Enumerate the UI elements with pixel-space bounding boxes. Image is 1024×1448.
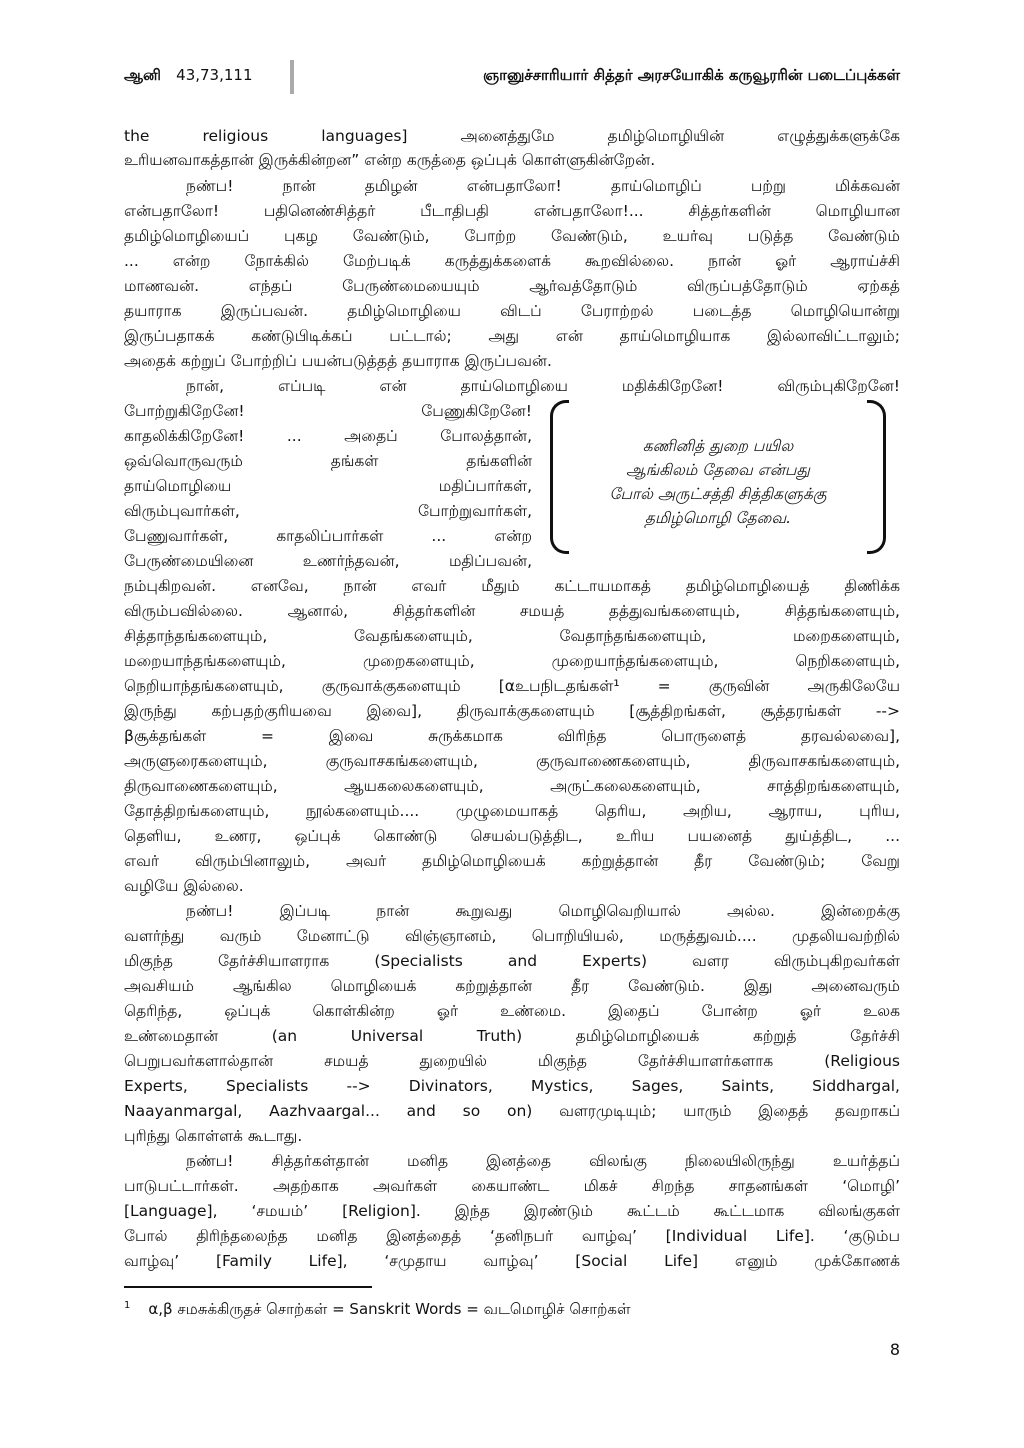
body-line: the religious languages] அனைத்துமே தமிழ்மொழியின் எழுத்துக்களுக்கே: [124, 127, 900, 145]
body-line: அருளுரைகளையும், குருவாசகங்களையும், குருவாணைகளையும், திருவாசகங்களையும்,: [124, 752, 900, 770]
narrow-line: தாய்மொழியை மதிப்பார்கள்,: [124, 477, 532, 495]
footnote-text: α,β சமசுக்கிருதச் சொற்கள் = Sanskrit Words = வடமொழிச் சொற்கள்: [148, 1300, 631, 1318]
callout-line: தமிழ்மொழி தேவை.: [644, 509, 792, 527]
body-line: [Language], ‘சமயம்’ [Religion]. இந்த இரண்டும் கூட்டம் கூட்டமாக விலங்குகள்: [124, 1202, 900, 1220]
header-divider: [290, 60, 294, 94]
narrow-line: பேணுவார்கள், காதலிப்பார்கள் ... என்ற: [124, 527, 532, 545]
body-line: அதைக் கற்றுப் போற்றிப் பயன்படுத்தத் தயாராக இருப்பவன்.: [124, 352, 552, 370]
header-number: 43,73,111: [176, 66, 253, 84]
body-line: தமிழ்மொழியைப் புகழ வேண்டும், போற்ற வேண்டும், உயர்வு படுத்த வேண்டும்: [124, 227, 900, 245]
callout-text: [572, 434, 864, 530]
header-month: ஆனி: [124, 66, 161, 84]
body-line: இருப்பதாகக் கண்டுபிடிக்கப் பட்டால்; அது என் தாய்மொழியாக இல்லாவிட்டாலும்;: [124, 327, 900, 345]
callout-line: ஆங்கிலம் தேவை என்பது: [626, 461, 810, 479]
narrow-line: பேருண்மையினை உணர்ந்தவன், மதிப்பவன்,: [124, 552, 532, 570]
body-line: போல் திரிந்தலைந்த மனித இனத்தைத் ‘தனிநபர் வாழ்வு’ [Individual Life]. ‘குடும்ப: [124, 1227, 900, 1245]
body-line: வழியே இல்லை.: [124, 877, 244, 895]
body-line: நம்புகிறவன். எனவே, நான் எவர் மீதும் கட்டாயமாகத் தமிழ்மொழியைத் திணிக்க: [124, 577, 900, 595]
body-line: Experts, Specialists --> Divinators, Mystics, Sages, Saints, Siddhargal,: [124, 1077, 900, 1095]
narrow-line: விரும்புவார்கள், போற்றுவார்கள்,: [124, 502, 532, 520]
body-line: பெறுபவர்களால்தான் சமயத் துறையில் மிகுந்த தேர்ச்சியாளர்களாக (Religious: [124, 1052, 900, 1070]
page-number: 8: [889, 1340, 900, 1359]
header-left: [124, 66, 253, 86]
body-line: உண்மைதான் (an Universal Truth) தமிழ்மொழியைக் கற்றுத் தேர்ச்சி: [124, 1027, 900, 1045]
body-line: சித்தாந்தங்களையும், வேதங்களையும், வேதாந்தங்களையும், மறைகளையும்,: [124, 627, 900, 645]
left-bracket: [550, 400, 569, 554]
right-bracket: [867, 400, 886, 554]
body-line: எவர் விரும்பினாலும், அவர் தமிழ்மொழியைக் கற்றுத்தான் தீர வேண்டும்; வேறு: [124, 852, 900, 870]
body-line: திருவாணைகளையும், ஆயகலைகளையும், அருட்கலைகளையும், சாத்திறங்களையும்,: [124, 777, 900, 795]
body-line: பாடுபட்டார்கள். அதற்காக அவர்கள் கையாண்ட மிகச் சிறந்த சாதனங்கள் ‘மொழி’: [124, 1177, 900, 1195]
body-line: தோத்திறங்களையும், நூல்களையும்.... முழுமையாகத் தெரிய, அறிய, ஆராய, புரிய,: [124, 802, 900, 820]
body-line: நண்ப! சித்தர்கள்தான் மனித இனத்தை விலங்கு நிலையிலிருந்து உயர்த்தப்: [186, 1152, 900, 1170]
body-line: தயாராக இருப்பவன். தமிழ்மொழியை விடப் பேராற்றல் படைத்த மொழியொன்று: [124, 302, 900, 320]
body-line: தெரிந்த, ஒப்புக் கொள்கின்ற ஓர் உண்மை. இதைப் போன்ற ஓர் உலக: [124, 1002, 900, 1020]
body-line: மிகுந்த தேர்ச்சியாளராக (Specialists and Experts) வளர விரும்புகிறவர்கள்: [124, 952, 900, 970]
footnote-rule: [124, 1286, 372, 1288]
body-line: விரும்பவில்லை. ஆனால், சித்தர்களின் சமயத் தத்துவங்களையும், சித்தங்களையும்,: [124, 602, 900, 620]
body-line: மாணவன். எந்தப் பேருண்மையையும் ஆர்வத்தோடும் விருப்பத்தோடும் ஏற்கத்: [124, 277, 900, 295]
narrow-line: போற்றுகிறேனே! பேணுகிறேனே!: [124, 402, 532, 420]
body-line: நெறியாந்தங்களையும், குருவாக்குகளையும் [αஉபநிடதங்கள்¹ = குருவின் அருகிலேயே: [124, 677, 900, 695]
body-line: வாழ்வு’ [Family Life], ‘சமுதாய வாழ்வு’ [Social Life] எனும் முக்கோணக்: [124, 1252, 900, 1270]
body-line: வளர்ந்து வரும் மேனாட்டு விஞ்ஞானம், பொறியியல், மருத்துவம்.... முதலியவற்றில்: [124, 927, 900, 945]
narrow-line: காதலிக்கிறேனே! ... அதைப் போலத்தான்,: [124, 427, 532, 445]
body-line: நண்ப! இப்படி நான் கூறுவது மொழிவெறியால் அல்ல. இன்றைக்கு: [186, 902, 900, 920]
callout-line: கணினித் துறை பயில: [642, 437, 794, 455]
body-line: மறையாந்தங்களையும், முறைகளையும், முறையாந்தங்களையும், நெறிகளையும்,: [124, 652, 900, 670]
narrow-line: ஒவ்வொருவரும் தங்கள் தங்களின்: [124, 452, 532, 470]
callout-box: [550, 400, 886, 550]
body-line: அவசியம் ஆங்கில மொழியைக் கற்றுத்தான் தீர வேண்டும். இது அனைவரும்: [124, 977, 900, 995]
body-line: Naayanmargal, Aazhvaargal... and so on) வளரமுடியும்; யாரும் இதைத் தவறாகப்: [124, 1102, 900, 1120]
body-line: தெளிய, உணர, ஒப்புக் கொண்டு செயல்படுத்திட, உரிய பயனைத் துய்த்திட, ...: [124, 827, 900, 845]
body-line: இருந்து கற்பதற்குரியவை இவை], திருவாக்குகளையும் [சூத்திறங்கள், சூத்தரங்கள் -->: [124, 702, 900, 720]
body-line: உரியனவாகத்தான் இருக்கின்றன” என்ற கருத்தை ஒப்புக் கொள்ளுகின்றேன்.: [124, 151, 656, 169]
header-title: ஞானுச்சாரியார் சித்தர் அரசயோகிக் கருவூரரின் படைப்புக்கள்: [483, 66, 900, 84]
footnote-mark: 1: [124, 1300, 131, 1311]
footnote: [124, 1300, 630, 1320]
body-line: ... என்ற நோக்கில் மேற்படிக் கருத்துக்களைக் கூறவில்லை. நான் ஓர் ஆராய்ச்சி: [124, 252, 900, 270]
body-line: நான், எப்படி என் தாய்மொழியை மதிக்கிறேனே! விரும்புகிறேனே!: [186, 377, 900, 395]
body-line: நண்ப! நான் தமிழன் என்பதாலோ! தாய்மொழிப் பற்று மிக்கவன்: [186, 177, 900, 195]
callout-line: போல் அருட்சத்தி சித்திகளுக்கு: [609, 485, 827, 503]
body-line: βசூக்தங்கள் = இவை சுருக்கமாக விரிந்த பொருளைத் தரவல்லவை],: [124, 727, 900, 745]
body-line: என்பதாலோ! பதினெண்சித்தர் பீடாதிபதி என்பதாலோ!... சித்தர்களின் மொழியான: [124, 202, 900, 220]
body-line: புரிந்து கொள்ளக் கூடாது.: [124, 1127, 303, 1145]
